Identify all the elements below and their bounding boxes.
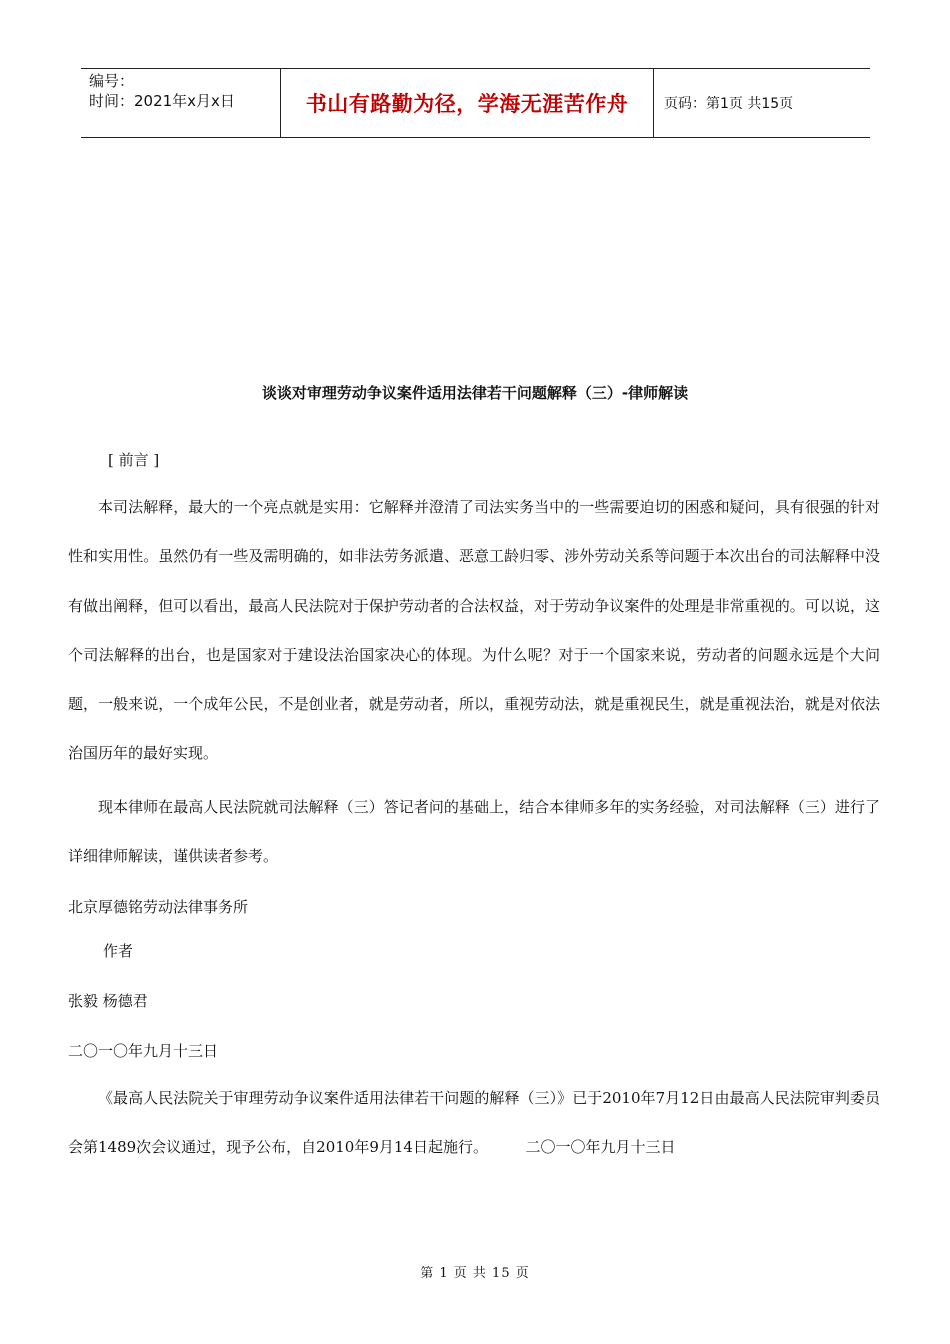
paragraph-intro: 本司法解释，最大的一个亮点就是实用：它解释并澄清了司法实务当中的一些需要迫切的困惑和疑问，具有很强的针对性和实用性。虽然仍有一些及需明确的，如非法劳务派遣、恶意工龄归零、涉外劳动关系等问题于本次出台的司法解释中没有做出阐释，但可以看出，最高人民法院对于保护劳动者的合法权益，对于劳动争议案件的处理是非常重视的。可以说，这个司法解释的出台，也是国家对于建设法治国家决心的体现。为什么呢？对于一个国家来说，劳动者的问题永远是个大问题，一般来说，一个成年公民，不是创业者，就是劳动者，所以，重视劳动法，就是重视民生，就是重视法治，就是对依法治国历年的最好实现。 (68, 498, 880, 763)
header-page-code: 页码：第1页 共15页 (664, 96, 794, 112)
paragraph-purpose: 现本律师在最高人民法院就司法解释（三）答记者问的基础上，结合本律师多年的实务经验，对司法解释（三）进行了详细律师解读，谨供读者参考。 (68, 798, 880, 866)
author-names: 张毅 杨德君 (68, 992, 148, 1010)
document-title: 谈谈对审理劳动争议案件适用法律若干问题解释（三）-律师解读 (261, 384, 689, 402)
number-label: 编号： (89, 72, 135, 90)
header-motto: 书山有路勤为径，学海无涯苦作舟 (281, 69, 654, 137)
header-meta (81, 69, 281, 137)
preface-label: [ 前言 ] (108, 451, 160, 469)
page-footer: 第 1 页 共 15 页 (420, 1266, 530, 1281)
law-firm-name: 北京厚德铭劳动法律事务所 (68, 898, 249, 916)
document-date: 二〇一〇年九月十三日 (68, 1042, 219, 1060)
page-header (81, 68, 870, 138)
paragraph-announcement: 《最高人民法院关于审理劳动争议案件适用法律若干问题的解释（三）》已于2010年7月12日由最高人民法院审判委员会第1489次会议通过，现予公布，自2010年9月14日起施行。 二〇一〇年九月十三日 (68, 1089, 880, 1157)
author-label: 作者 (103, 942, 134, 960)
time-label: 时间：2021年x月x日 (89, 92, 235, 110)
